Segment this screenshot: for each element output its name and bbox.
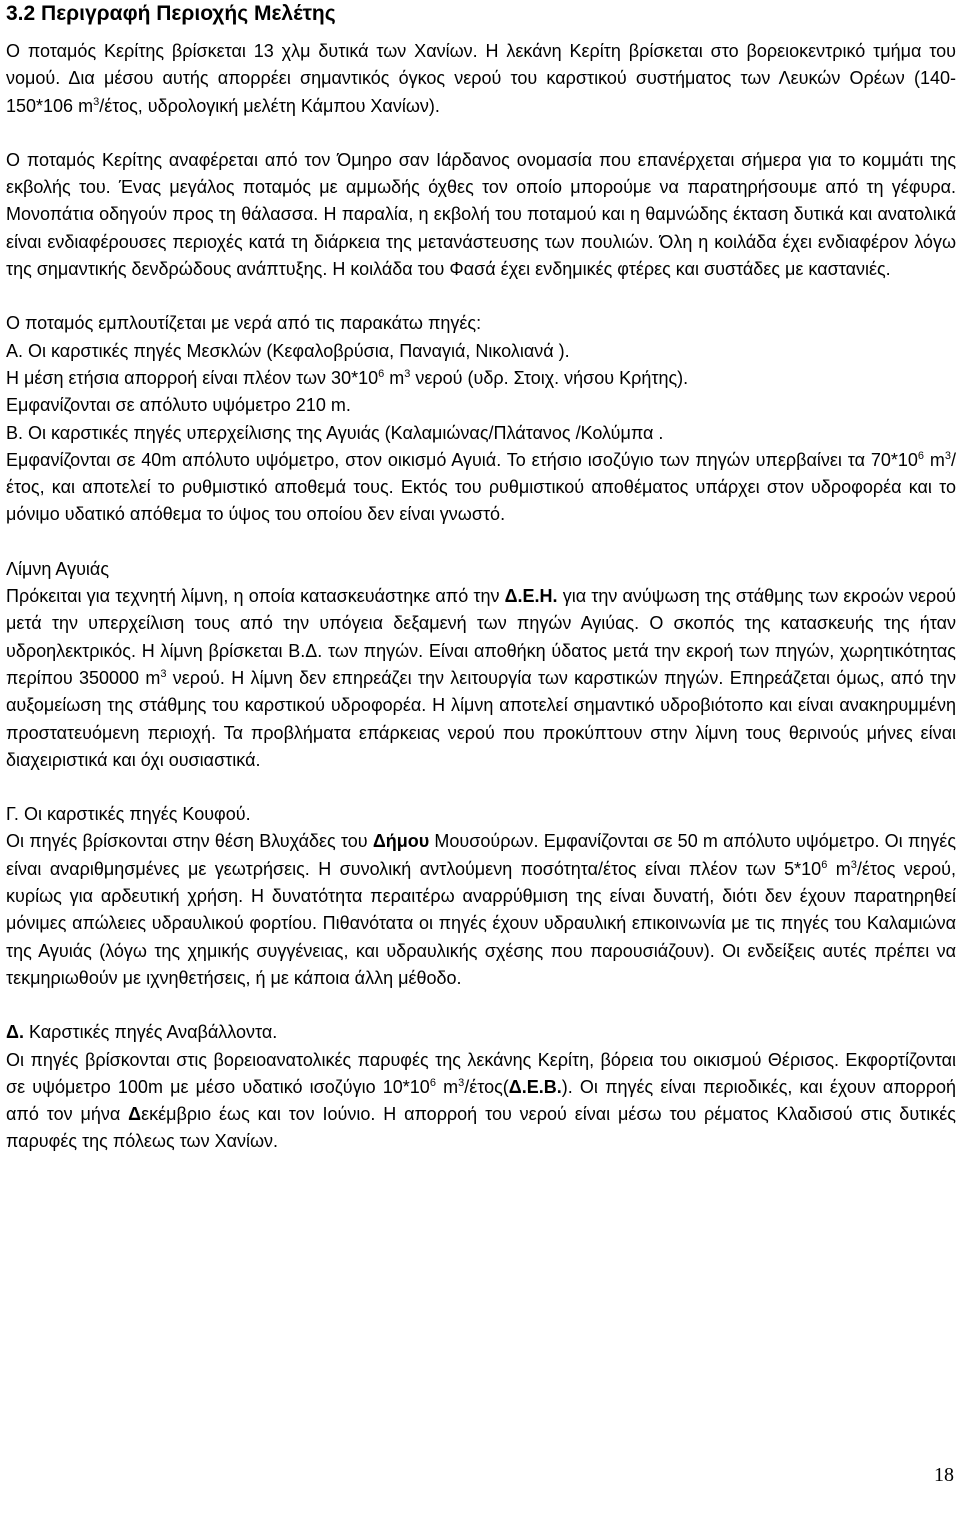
text: Η μέση ετήσια απορροή είναι πλέον των 30*10: [6, 367, 379, 388]
document-page: [6, 0, 956, 1156]
source-c-text: [6, 828, 956, 992]
text: m: [435, 1076, 459, 1097]
text: Δήμου: [372, 831, 430, 852]
source-d-title: [6, 1019, 956, 1046]
source-b-title: Β. Οι καρστικές πηγές υπερχείλισης της Αγυιάς (Καλαμιώνας/Πλάτανος /Κολύμπα .: [6, 422, 664, 443]
text: m: [924, 449, 945, 470]
superscript: 3: [160, 667, 167, 680]
source-a-title: Α. Οι καρστικές πηγές Μεσκλών (Κεφαλοβρύσια, Παναγιά, Νικολιανά ).: [6, 340, 570, 361]
text: /έτος(: [464, 1076, 509, 1097]
text: για την ανύψωση της στάθμης των εκροών νερού μετά την υπερχείλιση τους από την υπόγεια δεξαμενή των πηγών Αγιύας. Ο σκοπός της κατασκευής της ήταν υδροηλεκτρικός. Η λίμνη βρίσκεται Β.Δ. των πηγών. Είναι αποθήκη ύδατος μετά την εκροή των πηγών, χωρητικότητας περίπου 350000 m: [6, 586, 956, 688]
page-number: 18: [934, 1464, 954, 1486]
paragraph-homer: Ο ποταμός Κερίτης αναφέρεται από τον Όμηρο σαν Ιάρδανος ονομασία που επανέρχεται σήμερα για το κομμάτι της εκβολής του. Ένας μεγάλος ποταμός με αμμωδής όχθες τον οποίο μπορούμε να παρατηρήσουμε από τη γέφυρα. Μονοπάτια οδηγούν προς τη θάλασσα. Η παραλία, η εκβολή του ποταμού και η θαμνώδης έκταση δυτικά και ανατολικά είναι ενδιαφέρουσες περιοχές κατά τη διάρκεια της μετανάστευσης των πουλιών. Όλη η κοιλάδα έχει ενδιαφέρον λόγω της σημαντικής δενδρώδους ανάπτυξης. Η κοιλάδα του Φασά έχει ενδημικές φτέρες και συστάδες με καστανιές.: [6, 149, 956, 280]
text: Δ: [128, 1104, 142, 1125]
superscript: 3: [458, 1076, 465, 1089]
text: Πρόκειται για τεχνητή λίμνη, η οποία κατασκευάστηκε από την: [6, 586, 505, 607]
text: ). Οι πηγές είναι περιοδικές, και έχουν απορροή από τον μήνα: [6, 1076, 956, 1125]
superscript: 6: [917, 449, 925, 462]
superscript: 3: [850, 858, 857, 871]
lake-text: [6, 583, 956, 774]
text: Δ.Ε.Β.: [508, 1076, 562, 1097]
superscript: 3: [404, 367, 411, 380]
source-d-text: [6, 1047, 956, 1156]
text: Οι πηγές βρίσκονται στην θέση Βλυχάδες του: [6, 831, 373, 852]
text: Εμφανίζονται σε 40m απόλυτο υψόμετρο, στον οικισμό Αγυιά. Το ετήσιο ισοζύγιο των πηγών υπερβαίνει τα 70*10: [6, 449, 918, 470]
lake-title: Λίμνη Αγυιάς: [6, 558, 110, 579]
text: Μουσούρων. Εμφανίζονται σε 50 m απόλυτο υψόμετρο. Οι πηγές είναι αναριθμησμένες με γεωτρήσεις. Η συνολική αντλούμενη ποσότητα/έτος είναι πλέον των 5*10: [6, 831, 956, 879]
superscript: 6: [429, 1076, 436, 1089]
text: Οι πηγές βρίσκονται στις βορειοανατολικές παρυφές της λεκάνης Κερίτη, βόρεια του οικισμού Θέρισος. Εκφορτίζονται σε υψόμετρο 100m με μέσο υδατικό ισοζύγιο 10*10: [6, 1049, 956, 1097]
superscript: 3: [944, 449, 951, 462]
superscript: 3: [93, 95, 100, 108]
text: νερού (υδρ. Στοιχ. νήσου Κρήτης).: [410, 367, 689, 388]
source-c-title: Γ. Οι καρστικές πηγές Κουφού.: [6, 804, 251, 825]
text: Καρστικές πηγές Αναβάλλοντα.: [23, 1022, 278, 1043]
text: Δ.: [6, 1022, 24, 1043]
superscript: 6: [378, 367, 385, 380]
text: m: [827, 858, 851, 879]
source-a-flow: [6, 365, 956, 392]
text: εκέμβριο έως και τον Ιούνιο. Η απορροή του νερού είναι μέσω του ρέματος Κλαδισού στις δυτικές παρυφές της πόλεως των Χανίων.: [6, 1104, 956, 1152]
text: νερού. Η λίμνη δεν επηρεάζει την λειτουργία των καρστικών πηγών. Επηρεάζεται όμως, από την αυξομείωση της στάθμης του καρστικού υδροφορέα. Η λίμνη αποτελεί σημαντικό υδροβιότοπο και είναι ανακηρυμμένη προστατευόμενη περιοχή. Τα προβλήματα επάρκειας νερού που προκύπτουν στην λίμνη τους θερινούς μήνες είναι διαχειριστικά και όχι ουσιαστικά.: [6, 667, 956, 770]
superscript: 6: [821, 858, 828, 871]
source-b-text: [6, 447, 956, 529]
text: /έτος, και αποτελεί το ρυθμιστικό αποθεμά τους. Εκτός του ρυθμιστικού αποθέματος υπάρχει στον υδροφορέα και το μόνιμο υδατικό απόθεμα το ύψος του οποίου δεν είναι γνωστό.: [6, 449, 957, 525]
text: Ο ποταμός Κερίτης βρίσκεται 13 χλμ δυτικά των Χανίων. Η λεκάνη Κερίτη βρίσκεται στο βορειοκεντρικό τμήμα του νομού. Δια μέσου αυτής απορρέει σημαντικός όγκος νερού του καρστικού συστήματος των Λευκών Ορέων (140-150*106 m: [6, 41, 956, 116]
section-heading: 3.2 Περιγραφή Περιοχής Μελέτης: [6, 2, 336, 25]
text: m: [384, 367, 405, 388]
text: /έτος νερού, κυρίως για αρδευτική χρήση. Η δυνατότητα περαιτέρω αναρρύθμιση της είναι δυνατή, διότι δεν έχουν παρατηρηθεί μόνιμες απώλειες υδραυλικού φορτίου. Πιθανότατα οι πηγές έχουν υδραυλική επικοινωνία με τις πηγές του Καλαμιώνα της Αγυιάς (λόγω της χημικής συγγένειας, και υδραυλικής σχέσης που παρουσιάζουν). Οι ενδείξεις αυτές πρέπει να τεκμηριωθούν με ιχνηθετήσεις, ή με κάποια άλλη μέθοδο.: [6, 858, 956, 988]
text: /έτος, υδρολογική μελέτη Κάμπου Χανίων).: [99, 95, 440, 116]
source-a-altitude: Εμφανίζονται σε απόλυτο υψόμετρο 210 m.: [6, 395, 351, 416]
text: Δ.Ε.Η.: [504, 586, 558, 607]
sources-intro: Ο ποταμός εμπλουτίζεται με νερά από τις παρακάτω πηγές:: [6, 313, 482, 334]
paragraph-intro: [6, 38, 956, 120]
